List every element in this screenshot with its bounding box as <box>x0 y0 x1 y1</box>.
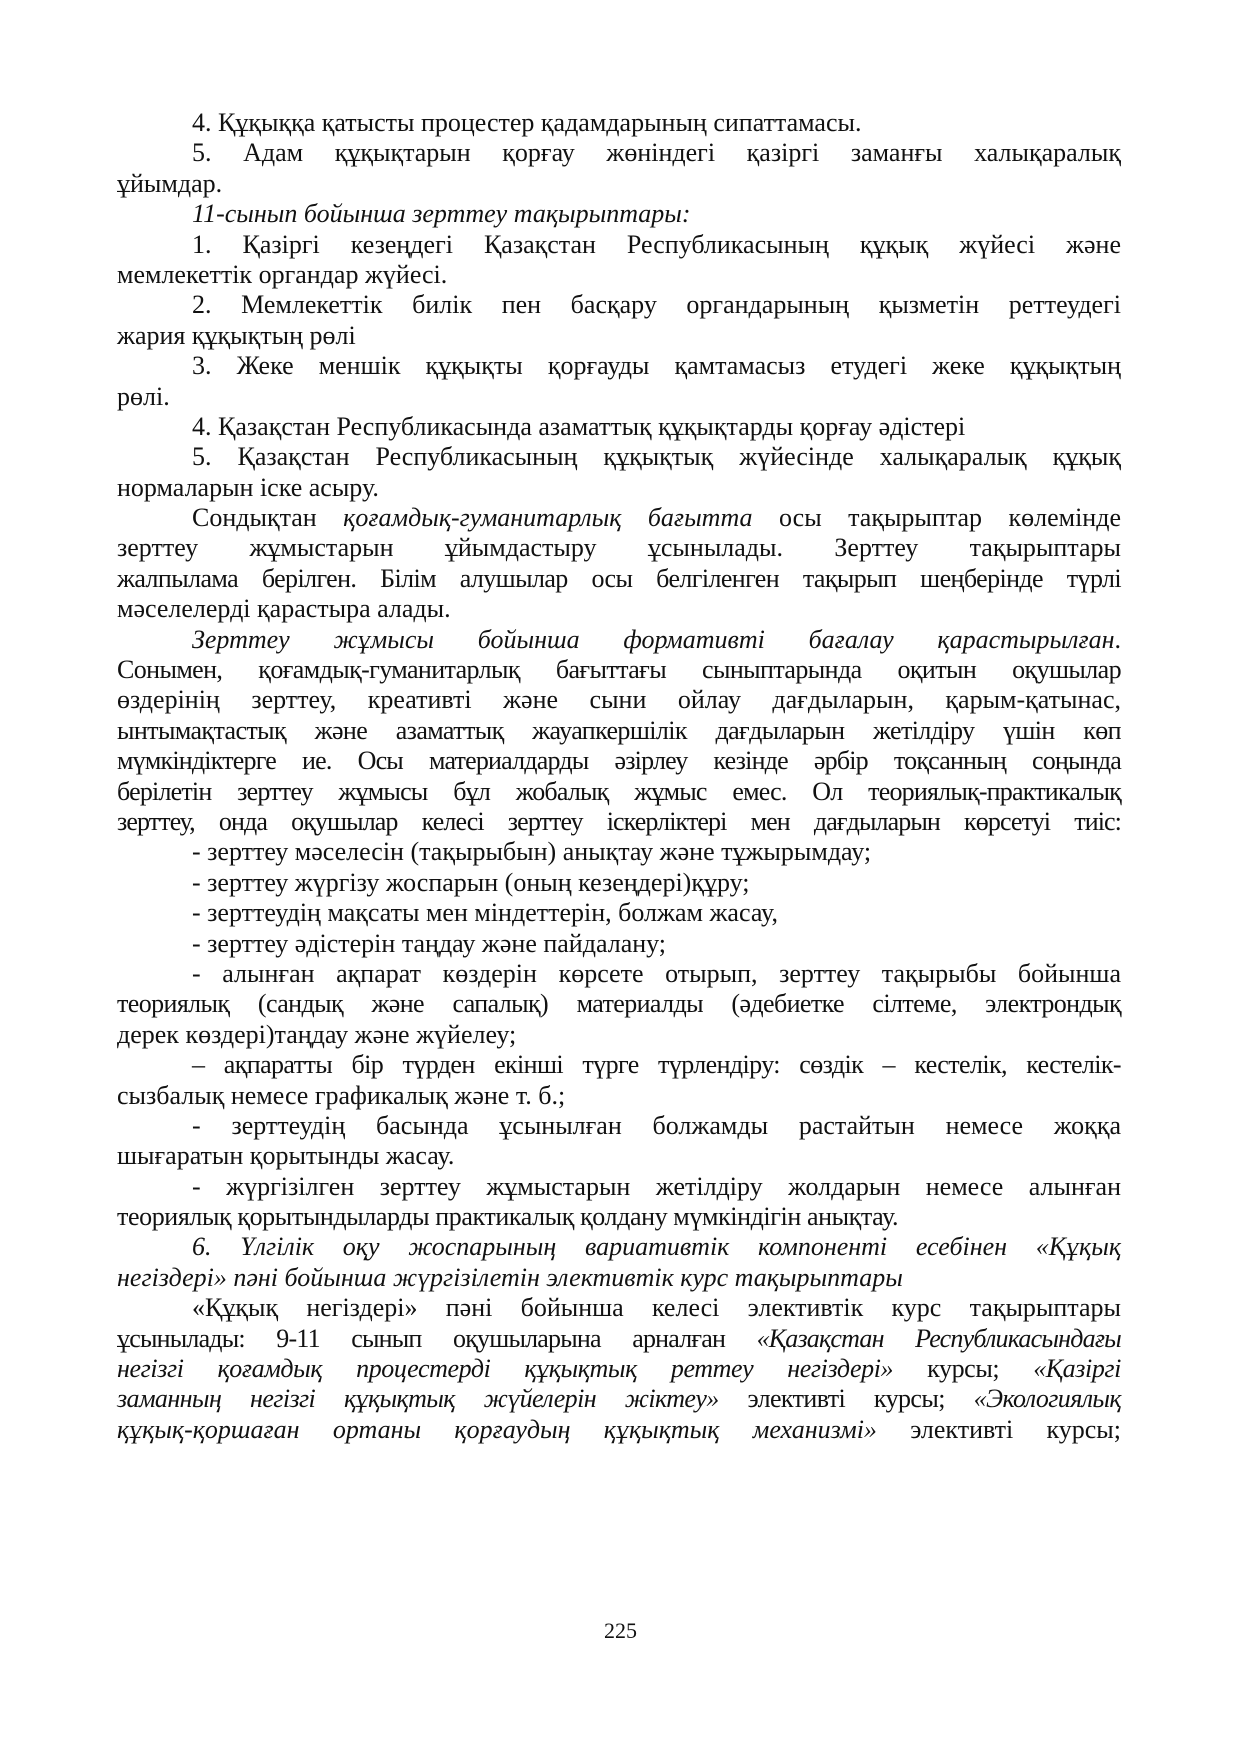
skill-item-6 <box>117 1050 1121 1080</box>
text-run: элективті курсы; <box>876 1414 1121 1444</box>
paragraph-therefore-line-2 <box>117 533 1121 563</box>
text-line: жария құқықтың рөлі <box>117 320 356 350</box>
page-number: 225 <box>604 1618 637 1643</box>
grade11-topic-5-cont <box>117 473 1121 503</box>
skill-item-6-line-2 <box>117 1081 1121 1111</box>
text-line <box>192 503 1121 533</box>
course-title-3: «Экологиялық <box>973 1384 1121 1414</box>
skill-item-8-line-2 <box>117 1202 1121 1232</box>
section-6-heading-line-2 <box>117 1263 1121 1293</box>
paragraph-formative-line-2 <box>117 655 1121 685</box>
section-heading: 6. Үлгілік оқу жоспарының вариативтік компоненті есебінен «Құқық <box>192 1232 1121 1262</box>
text-line: 5. Қазақстан Республикасының құқықтық жүйесінде халықаралық құқық <box>192 442 1121 472</box>
list-item: – ақпаратты бір түрден екінші түрге түрлендіру: сөздік – кестелік, кестелік- <box>192 1050 1121 1080</box>
text-line: ынтымақтастық және азаматтық жауапкершілік дағдыларын жетілдіру үшін көп <box>117 715 1121 745</box>
text-line: Сонымен, қоғамдық-гуманитарлық бағыттағы сыныптарында оқитын оқушылар <box>117 655 1121 685</box>
text-run: элективті курсы; <box>718 1384 974 1414</box>
section-heading: 11-сынып бойынша зерттеу тақырыптары: <box>192 199 691 229</box>
grade11-topic-3-cont <box>117 382 1121 412</box>
paragraph-therefore <box>117 503 1121 533</box>
list-item: шығаратын қорытынды жасау. <box>117 1141 455 1171</box>
text-line: 4. Құқыққа қатысты процестер қадамдарының сипаттамасы. <box>192 108 862 137</box>
grade10-topic-5-cont <box>117 169 1121 199</box>
text-run: курсы; <box>893 1354 1034 1384</box>
text-line: 2. Мемлекеттік билік пен басқару органдарының қызметін реттеудегі <box>192 290 1121 320</box>
grade11-topic-5 <box>117 442 1121 472</box>
grade11-topic-2 <box>117 290 1121 320</box>
text-line <box>117 1354 1121 1384</box>
course-title-2: «Қазіргі <box>1033 1354 1122 1384</box>
text-line: өздерінің зерттеу, креативті және сыни ойлау дағдыларын, қарым-қатынас, <box>117 685 1121 715</box>
list-item: - алынған ақпарат көздерін көрсете отырып, зерттеу тақырыбы бойынша <box>192 958 1121 988</box>
text-line: ұйымдар. <box>117 168 223 198</box>
text-line: 5. Адам құқықтарын қорғау жөніндегі қазіргі заманғы халықаралық <box>192 138 1121 168</box>
text-line: жалпылама берілген. Білім алушылар осы белгіленген тақырып шеңберінде түрлі <box>117 563 1121 593</box>
list-item: теориялық қорытындыларды практикалық қолдану мүмкіндігін анықтау. <box>117 1202 899 1232</box>
section-6-heading <box>117 1232 1121 1262</box>
skill-item-3 <box>117 898 1121 928</box>
paragraph-elective-line-5 <box>117 1415 1121 1445</box>
list-item: дерек көздері)таңдау және жүйелеу; <box>117 1019 517 1049</box>
course-title-2-cont: заманның негізгі құқықтық жүйелерін жіктеу» <box>117 1384 719 1414</box>
paragraph-formative-line-7 <box>117 807 1121 837</box>
skill-item-7 <box>117 1111 1121 1141</box>
grade10-topic-5 <box>117 138 1121 168</box>
text-run: ұсынылады: 9-11 сынып оқушыларына арналған <box>117 1323 757 1353</box>
grade10-topic-4 <box>117 108 1121 138</box>
skill-item-2 <box>117 868 1121 898</box>
skill-item-1 <box>117 837 1121 867</box>
skill-item-5-line-3 <box>117 1020 1121 1050</box>
grade11-topic-1 <box>117 230 1121 260</box>
text-line: 4. Қазақстан Республикасында азаматтық құқықтарды қорғау әдістері <box>192 411 966 441</box>
text-line: мемлекеттік органдар жүйесі. <box>117 259 448 289</box>
text-line <box>192 625 1121 655</box>
text-line: берілетін зерттеу жұмысы бұл жобалық жұмыс емес. Ол теориялық-практикалық <box>117 776 1121 806</box>
text-line: 3. Жеке меншік құқықты қорғауды қамтамасыз етудегі жеке құқықтың <box>192 351 1121 381</box>
list-item: - зерттеу мәселесін (тақырыбын) анықтау және тұжырымдау; <box>192 837 872 867</box>
grade11-topic-2-cont <box>117 321 1121 351</box>
grade11-topic-4 <box>117 412 1121 442</box>
text-line: зерттеу, онда оқушылар келесі зерттеу іскерліктері мен дағдыларын көрсетуі тиіс: <box>117 806 1121 836</box>
paragraph-formative-line-5 <box>117 746 1121 776</box>
text-run: Сондықтан <box>192 503 344 533</box>
skill-item-8 <box>117 1172 1121 1202</box>
paragraph-formative-line-6 <box>117 777 1121 807</box>
paragraph-formative <box>117 625 1121 655</box>
italic-run: қоғамдық-гуманитарлық бағытта <box>343 503 753 533</box>
list-item: сызбалық немесе графикалық және т. б.; <box>117 1080 566 1110</box>
italic-run: Зерттеу жұмысы бойынша формативті бағалау қарастырылған <box>192 624 1115 654</box>
paragraph-elective-line-2 <box>117 1324 1121 1354</box>
text-line: 1. Қазіргі кезеңдегі Қазақстан Республикасының құқық жүйесі және <box>192 229 1121 259</box>
paragraph-elective <box>117 1293 1121 1323</box>
paragraph-formative-line-3 <box>117 685 1121 715</box>
text-line <box>117 1384 1121 1414</box>
list-item: - зерттеудің басында ұсынылған болжамды растайтын немесе жоққа <box>192 1110 1121 1140</box>
grade11-topic-1-cont <box>117 260 1121 290</box>
skill-item-5 <box>117 959 1121 989</box>
course-title-1: «Қазақстан Республикасындағы <box>756 1323 1121 1353</box>
course-title-1-cont: негізгі қоғамдық процестерді құқықтық реттеу негіздері» <box>117 1354 894 1384</box>
text-line: мәселелерді қарастыра алады. <box>117 594 451 624</box>
grade11-heading <box>117 199 1121 229</box>
skill-item-7-line-2 <box>117 1141 1121 1171</box>
list-item: теориялық (сандық және сапалық) материалды (әдебиетке сілтеме, электрондық <box>117 989 1121 1019</box>
page-body <box>117 108 1121 1445</box>
text-line: рөлі. <box>117 381 170 411</box>
paragraph-elective-line-3 <box>117 1354 1121 1384</box>
course-title-3-cont: құқық-қоршаған ортаны қорғаудың құқықтық механизмі» <box>117 1414 877 1444</box>
paragraph-elective-line-4 <box>117 1384 1121 1414</box>
text-line: зерттеу жұмыстарын ұйымдастыру ұсынылады. Зерттеу тақырыптары <box>117 533 1121 563</box>
paragraph-therefore-line-3 <box>117 564 1121 594</box>
section-heading: негіздері» пәні бойынша жүргізілетін элективтік курс тақырыптары <box>117 1262 903 1292</box>
text-line <box>117 1324 1121 1354</box>
list-item: - зерттеудің мақсаты мен міндеттерін, болжам жасау, <box>192 898 778 928</box>
list-item: - жүргізілген зерттеу жұмыстарын жетілдіру жолдарын немесе алынған <box>192 1171 1121 1201</box>
paragraph-formative-line-4 <box>117 716 1121 746</box>
text-line <box>117 1415 1121 1445</box>
skill-item-5-line-2 <box>117 989 1121 1019</box>
skill-item-4 <box>117 929 1121 959</box>
text-run: осы тақырыптар көлемінде <box>752 503 1121 533</box>
paragraph-therefore-line-4 <box>117 594 1121 624</box>
grade11-topic-3 <box>117 351 1121 381</box>
list-item: - зерттеу әдістерін таңдау және пайдалану; <box>192 928 667 958</box>
list-item: - зерттеу жүргізу жоспарын (оның кезеңдері)құру; <box>192 867 750 897</box>
text-line: «Құқық негіздері» пәні бойынша келесі элективтік курс тақырыптары <box>192 1293 1121 1323</box>
text-line: мүмкіндіктерге ие. Осы материалдарды әзірлеу кезінде әрбір тоқсанның соңында <box>117 746 1121 776</box>
text-line: нормаларын іске асыру. <box>117 472 379 502</box>
text-run: . <box>1114 624 1121 654</box>
